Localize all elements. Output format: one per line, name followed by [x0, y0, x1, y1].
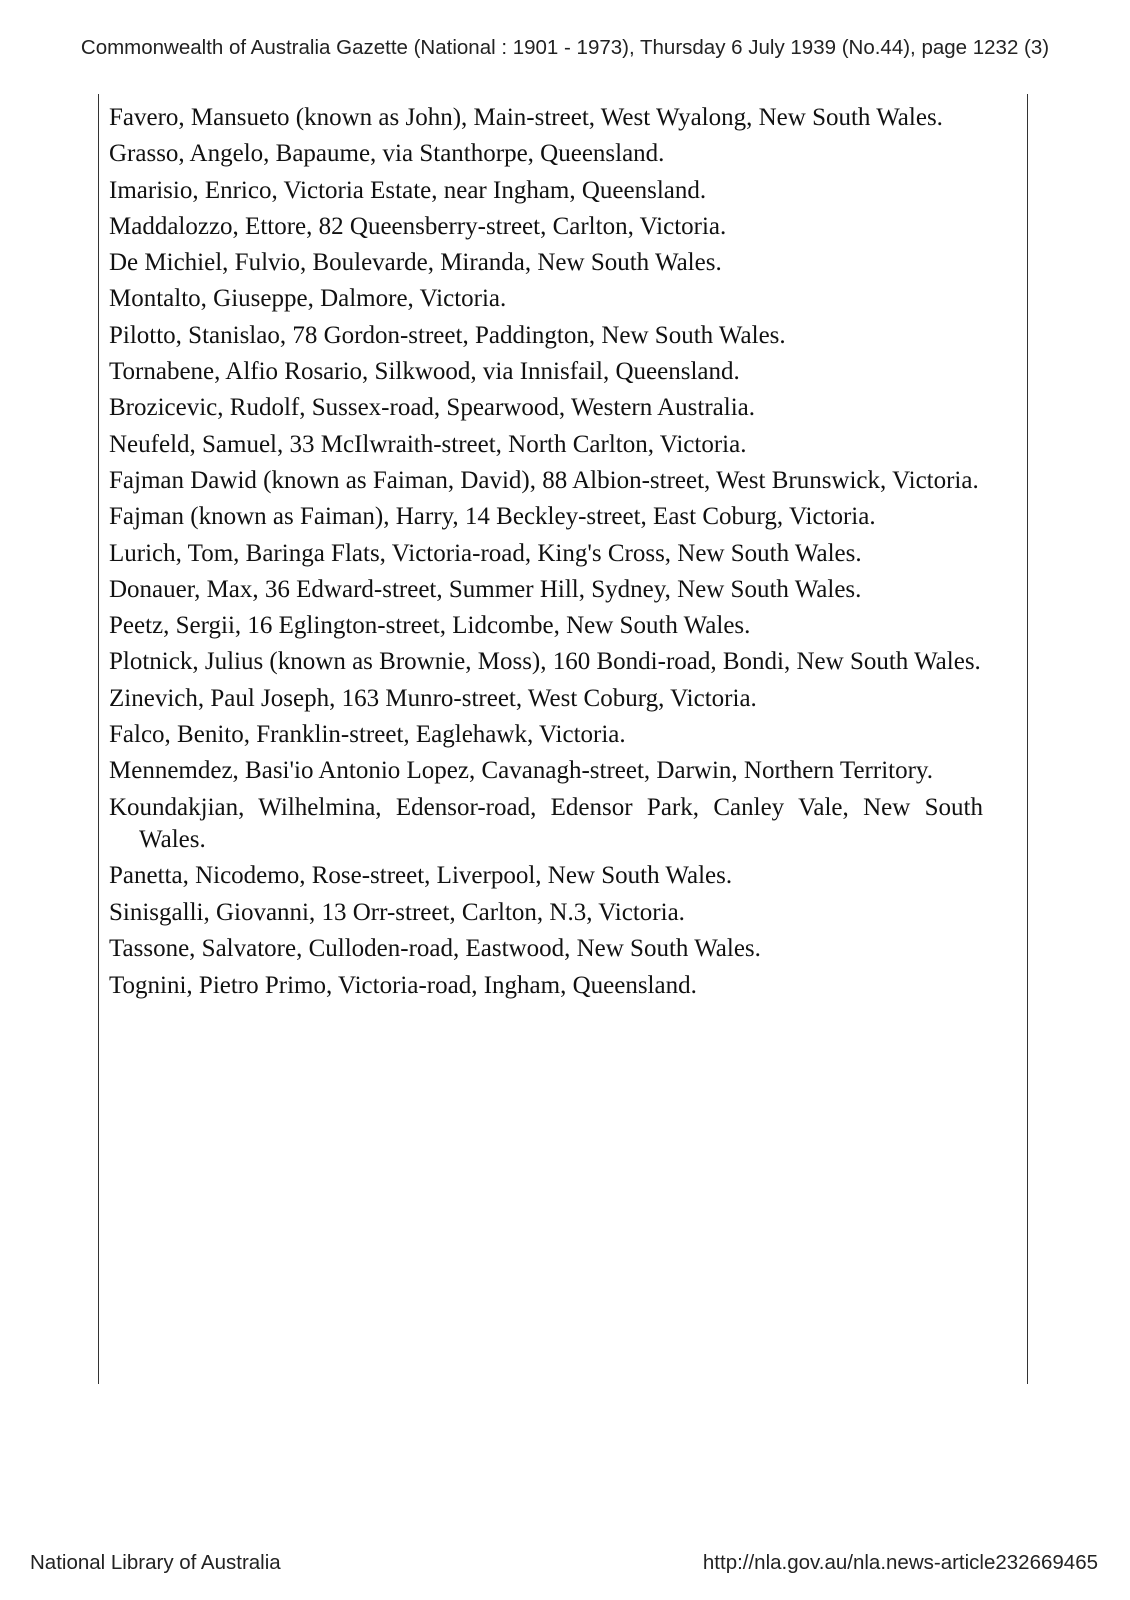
list-item: Imarisio, Enrico, Victoria Estate, near Ingham, Queensland. — [109, 176, 707, 204]
list-item: Fajman (known as Faiman), Harry, 14 Beckley-street, East Coburg, Victoria. — [109, 503, 876, 531]
footer-url[interactable]: http://nla.gov.au/nla.news-article232669465 — [702, 1551, 1098, 1574]
list-item: Fajman Dawid (known as Faiman, David), 88 Albion-street, West Brunswick, Victoria. — [109, 466, 979, 494]
list-item: Sinisgalli, Giovanni, 13 Orr-street, Carlton, N.3, Victoria. — [109, 898, 685, 926]
list-item: Grasso, Angelo, Bapaume, via Stanthorpe, Queensland. — [109, 140, 665, 168]
page-citation-header: Commonwealth of Australia Gazette (National : 1901 - 1973), Thursday 6 July 1939 (No.44), page 1232 (3) — [80, 36, 1050, 59]
list-item: Brozicevic, Rudolf, Sussex-road, Spearwood, Western Australia. — [109, 394, 755, 422]
footer-source: National Library of Australia — [30, 1551, 281, 1574]
list-item: Lurich, Tom, Baringa Flats, Victoria-road, King's Cross, New South Wales. — [109, 539, 862, 567]
list-item: Koundakjian, Wilhelmina, Edensor-road, Edensor Park, Canley Vale, New South Wales. — [109, 793, 983, 854]
list-item: De Michiel, Fulvio, Boulevarde, Miranda, New South Wales. — [109, 249, 722, 277]
list-item: Neufeld, Samuel, 33 McIlwraith-street, North Carlton, Victoria. — [109, 430, 747, 458]
list-item: Mennemdez, Basi'io Antonio Lopez, Cavanagh-street, Darwin, Northern Territory. — [109, 757, 934, 785]
list-item: Donauer, Max, 36 Edward-street, Summer Hill, Sydney, New South Wales. — [109, 575, 862, 603]
list-item: Panetta, Nicodemo, Rose-street, Liverpool, New South Wales. — [109, 862, 733, 890]
list-item: Plotnick, Julius (known as Brownie, Moss), 160 Bondi-road, Bondi, New South Wales. — [109, 648, 981, 676]
gazette-clipping — [98, 94, 1028, 1384]
list-item: Favero, Mansueto (known as John), Main-street, West Wyalong, New South Wales. — [109, 104, 943, 131]
list-item: Tassone, Salvatore, Culloden-road, Eastwood, New South Wales. — [109, 935, 761, 963]
list-item: Montalto, Giuseppe, Dalmore, Victoria. — [109, 285, 507, 313]
list-item: Falco, Benito, Franklin-street, Eaglehawk, Victoria. — [109, 721, 626, 749]
entry-list — [109, 102, 983, 1006]
list-item: Zinevich, Paul Joseph, 163 Munro-street, West Coburg, Victoria. — [109, 684, 757, 712]
list-item: Pilotto, Stanislao, 78 Gordon-street, Paddington, New South Wales. — [109, 321, 786, 349]
list-item-cut-off: Tognini, Pietro Primo, Victoria-road, Ingham, Queensland. — [109, 971, 697, 999]
list-item: Tornabene, Alfio Rosario, Silkwood, via Innisfail, Queensland. — [109, 358, 740, 386]
list-item: Peetz, Sergii, 16 Eglington-street, Lidcombe, New South Wales. — [109, 612, 751, 640]
list-item: Maddalozzo, Ettore, 82 Queensberry-street, Carlton, Victoria. — [109, 212, 727, 240]
